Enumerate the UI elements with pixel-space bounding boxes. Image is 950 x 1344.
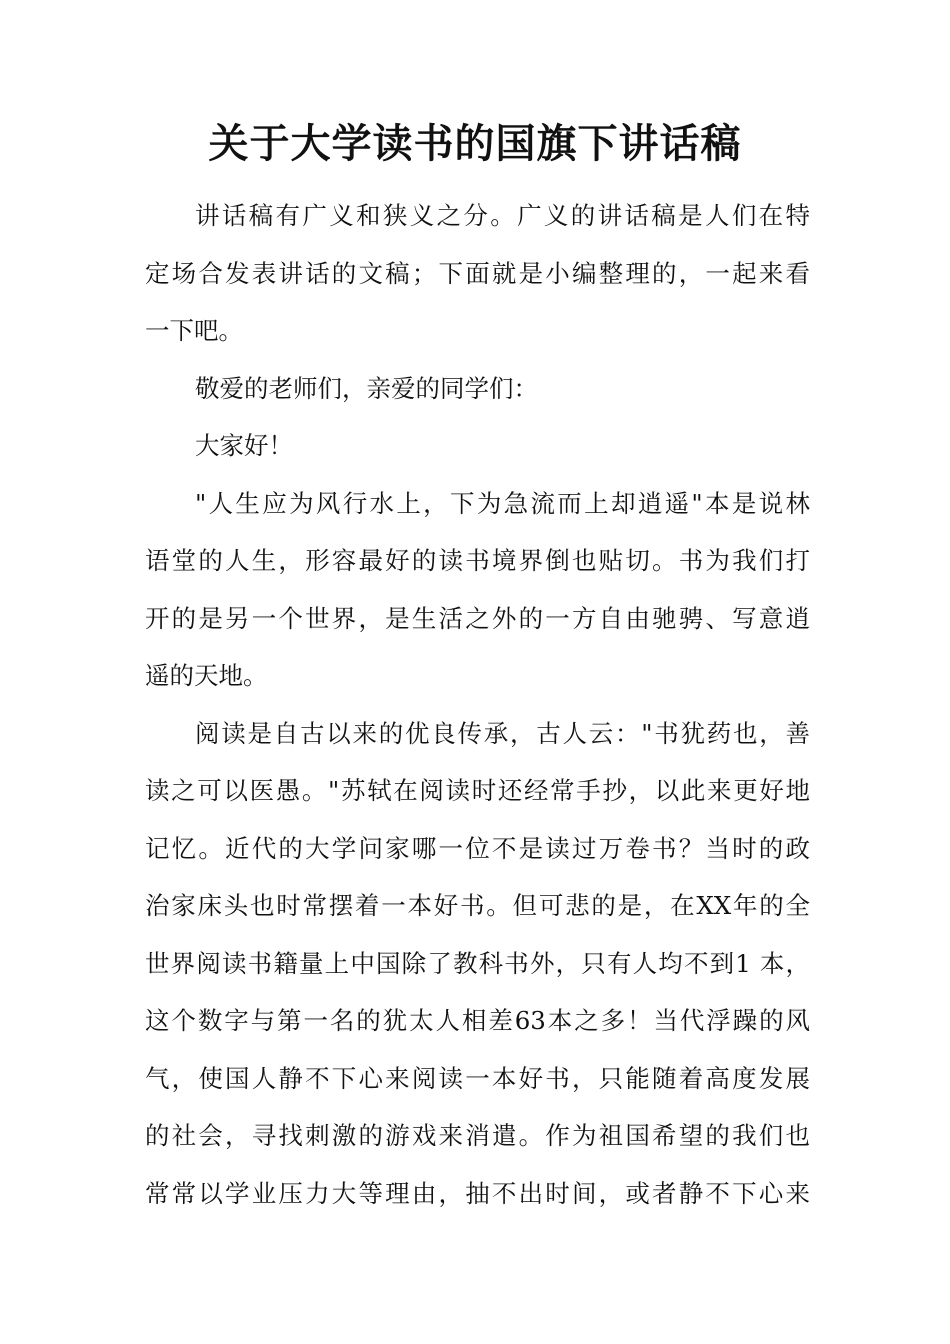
- text-line: 治家床头也时常摆着一本好书。但可悲的是，在XX年的全: [145, 891, 810, 920]
- text-line: 阅读是自古以来的优良传承，古人云："书犹药也，善: [195, 718, 810, 748]
- paragraph-salutation: [145, 360, 810, 418]
- text-line: 这个数字与第一名的犹太人相差63本之多！当代浮躁的风: [145, 1006, 810, 1035]
- document-body: [145, 187, 810, 1222]
- paragraph-reading-tradition: [145, 705, 810, 1223]
- text-line: 定场合发表讲话的文稿；下面就是小编整理的，一起来看: [145, 258, 810, 288]
- text-line: 气，使国人静不下心来阅读一本好书，只能随着高度发展: [145, 1063, 810, 1093]
- paragraph-intro: [145, 187, 810, 360]
- text-line: 读之可以医愚。"苏轼在阅读时还经常手抄，以此来更好地: [145, 776, 810, 805]
- text-line: "人生应为风行水上，下为急流而上却逍遥"本是说林: [195, 488, 810, 518]
- text-line: 敬爱的老师们，亲爱的同学们：: [195, 373, 538, 403]
- page-title: 关于大学读书的国旗下讲话稿: [208, 121, 742, 167]
- text-line: 大家好！: [195, 431, 293, 460]
- text-line: 世界阅读书籍量上中国除了教科书外，只有人均不到1 本，: [145, 948, 810, 978]
- text-line: 讲话稿有广义和狭义之分。广义的讲话稿是人们在特: [195, 201, 810, 230]
- text-line: 语堂的人生，形容最好的读书境界倒也贴切。书为我们打: [145, 546, 810, 575]
- paragraph-quote-lin-yutang: [145, 475, 810, 705]
- text-line: 一下吧。: [145, 316, 243, 345]
- text-line: 遥的天地。: [145, 661, 268, 690]
- text-line: 的社会，寻找刺激的游戏来消遣。作为祖国希望的我们也: [145, 1121, 810, 1150]
- text-line: 记忆。近代的大学问家哪一位不是读过万卷书？当时的政: [145, 833, 810, 863]
- text-line: 开的是另一个世界，是生活之外的一方自由驰骋、写意逍: [145, 603, 810, 633]
- text-line: 常常以学业压力大等理由，抽不出时间，或者静不下心来: [145, 1178, 810, 1208]
- paragraph-greeting: [145, 417, 810, 475]
